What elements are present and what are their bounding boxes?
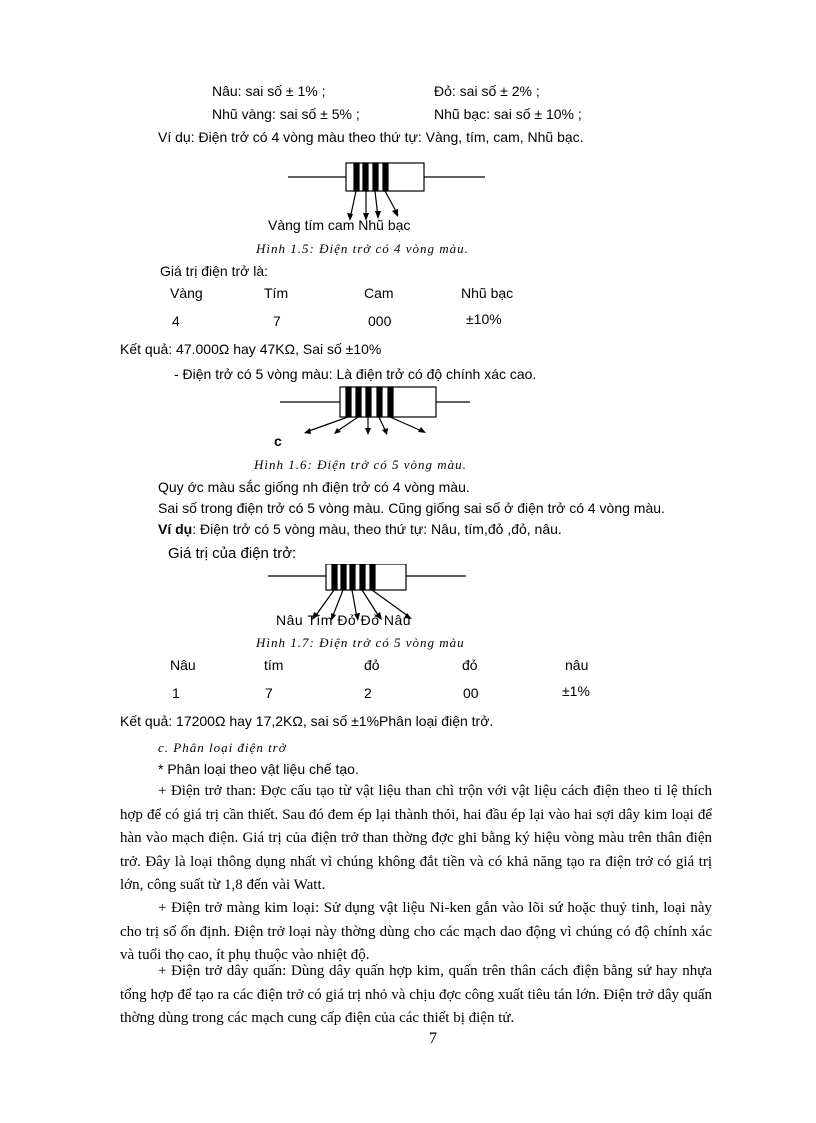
figure-1-5-caption: Hình 1.5: Điện trở có 4 vòng màu. — [256, 241, 469, 256]
tolerance-silver: Nhũ bạc: sai số ± 10% ; — [434, 106, 582, 122]
digit-cell: 4 — [172, 313, 180, 329]
resistor-4band-figure — [280, 155, 500, 225]
paragraph-carbon-resistor: + Điện trở than: Đợc cấu tạo từ vật liệu than chì trộn với vật liệu cách điện theo tỉ lệ thích hợp để có giá trị cần thiết. Sau đó đem ép lại thành thỏi, hai đầu ép lại vào hai sợi dây kim loại để hàn vào mạch điện. Giá trị của điện trở than thờng đợc ghi bằng ký hiệu vòng màu trên thân điện trở. Đây là loại thông dụng nhất vì chúng không đắt tiền và có khả năng tạo ra điện trở có giá trị lớn, công suất từ 1,8 đến vài Watt. — [120, 783, 712, 893]
figure-1-6-label-c: c — [274, 433, 282, 449]
color-cell: Nhũ bạc — [461, 285, 514, 301]
value-heading-5band: Giá trị của điện trở: — [168, 545, 297, 562]
ohm-symbol: Ω — [214, 713, 226, 729]
ohm-symbol: Ω — [284, 341, 296, 357]
figure-1-7-band-labels: Nâu Tím Đỏ Đỏ Nâu — [276, 612, 412, 628]
five-band-tolerance-note: Sai số trong điện trở có 5 vòng màu. Cũng giống sai số ở điện trở có 4 vòng màu. — [158, 500, 665, 516]
color-cell: Tím — [264, 285, 289, 301]
five-band-rule: Quy ớc màu sắc giống nh điện trở có 4 vòng màu. — [158, 479, 470, 495]
digit-cell: 2 — [364, 685, 372, 701]
color-cell: đỏ — [364, 657, 380, 673]
classification-by-material: * Phân loại theo vật liệu chế tạo. — [158, 761, 359, 777]
figure-1-6-caption: Hình 1.6: Điện trở có 5 vòng màu. — [254, 457, 467, 472]
digit-cell: 7 — [273, 313, 281, 329]
tolerance-brown: Nâu: sai số ± 1% ; — [212, 83, 326, 99]
digit-cell: 000 — [368, 313, 392, 329]
paragraph-wirewound-resistor: + Điện trở dây quấn: Dùng dây quấn hợp kim, quấn trên thân cách điện bằng sứ hay nhựa tổng hợp để tạo ra các điện trở có giá trị nhỏ và chịu đợc công xuất tiêu tán lớn. Điện trở dây quấn thờng dùng trong các mạch cung cấp điện của các thiết bị điện tử. — [120, 963, 712, 1026]
digit-cell: 00 — [463, 685, 479, 701]
color-cell: Nâu — [170, 657, 196, 673]
color-cell: tím — [264, 657, 284, 673]
result-5band-tolerance: , sai số ±1%Phân loại điện trở. — [302, 713, 494, 729]
digit-cell: 7 — [265, 685, 273, 701]
ohm-symbol: Ω — [292, 713, 303, 729]
digit-cell: 1 — [172, 685, 180, 701]
example-4band-intro: Ví dụ: Điện trở có 4 vòng màu theo thứ tự: Vàng, tím, cam, Nhũ bạc. — [158, 129, 584, 145]
color-cell: Vàng — [170, 285, 203, 301]
resistor-5band-figure — [274, 384, 474, 440]
ohm-symbol: Ω — [218, 341, 230, 357]
example-5band-text: : Điện trở có 5 vòng màu, theo thứ tự: Nâu, tím,đỏ ,đỏ, nâu. — [192, 521, 562, 537]
result-4band — [120, 340, 381, 358]
five-band-intro: - Điện trở có 5 vòng màu: Là điện trở có độ chính xác cao. — [174, 366, 537, 382]
example-5band — [158, 520, 562, 538]
color-cell: đỏ — [462, 657, 478, 673]
figure-1-5-band-labels: Vàng tím cam Nhũ bạc — [268, 217, 411, 233]
color-cell: nâu — [565, 657, 589, 673]
example-label: Ví dụ — [158, 521, 193, 537]
color-cell: Cam — [364, 285, 394, 301]
digit-cell: ±10% — [466, 311, 502, 327]
result-4band-value: Kết quả: 47.000 — [120, 341, 219, 357]
result-5band — [120, 712, 493, 730]
paragraph-metal-film-resistor: + Điện trở màng kim loại: Sử dụng vật liệu Ni-ken gắn vào lõi sứ hoặc thuỷ tinh, loại này cho trị số ổn định. Điện trở loại này thờng dùng cho các mạch dao động vì chúng có độ chính xác và tuổi thọ cao, ít phụ thuộc vào nhiệt độ. — [120, 900, 712, 963]
result-5band-value: Kết quả: 17200 — [120, 713, 215, 729]
digit-cell: ±1% — [562, 683, 590, 699]
tolerance-gold: Nhũ vàng: sai số ± 5% ; — [212, 106, 360, 122]
classification-heading: c. Phân loại điện trở — [158, 740, 287, 755]
result-4band-tolerance: , Sai số ±10% — [295, 341, 382, 357]
page-number: 7 — [429, 1030, 437, 1047]
value-heading-4band: Giá trị điện trở là: — [160, 263, 268, 279]
result-5band-alt: hay 17,2K — [229, 713, 293, 729]
figure-1-7-caption: Hình 1.7: Điện trở có 5 vòng màu — [256, 635, 465, 650]
result-4band-alt: hay 47K — [233, 341, 285, 357]
tolerance-red: Đỏ: sai số ± 2% ; — [434, 83, 540, 99]
